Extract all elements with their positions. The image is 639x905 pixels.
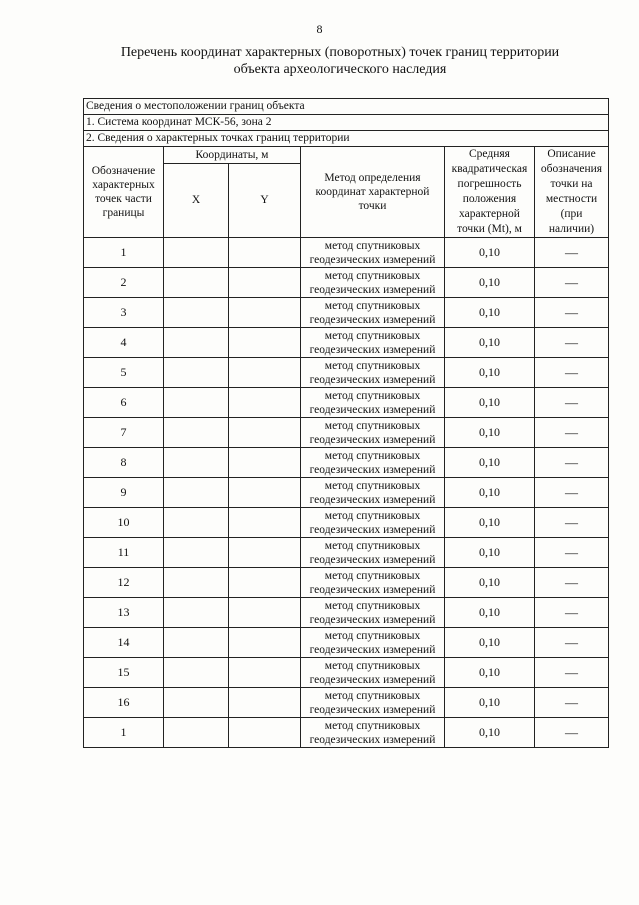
table-row — [84, 628, 609, 658]
method-cell — [301, 268, 445, 298]
coord-x — [164, 388, 229, 418]
method-line-2: геодезических измерений — [309, 643, 436, 656]
description-value: — — [535, 538, 609, 568]
point-number: 6 — [84, 388, 164, 418]
method-cell — [301, 568, 445, 598]
method-cell — [301, 538, 445, 568]
method-line-2: геодезических измерений — [309, 493, 436, 506]
coord-y — [229, 298, 301, 328]
description-value: — — [535, 268, 609, 298]
accuracy-value: 0,10 — [445, 298, 535, 328]
coord-y — [229, 388, 301, 418]
coordinates-table — [83, 98, 609, 748]
title-line-2: объекта археологического наследия — [233, 62, 447, 77]
coord-y — [229, 358, 301, 388]
description-value: — — [535, 628, 609, 658]
coord-x — [164, 718, 229, 748]
header-description: Описание обозначения точки на местности (при наличии) — [535, 147, 609, 238]
coord-y — [229, 508, 301, 538]
accuracy-value: 0,10 — [445, 448, 535, 478]
coord-x — [164, 508, 229, 538]
point-number: 2 — [84, 268, 164, 298]
coord-y — [229, 568, 301, 598]
method-line-1: метод спутниковых — [324, 659, 421, 672]
coord-y — [229, 328, 301, 358]
table-row — [84, 538, 609, 568]
method-line-1: метод спутниковых — [324, 479, 421, 492]
description-value: — — [535, 418, 609, 448]
coord-x — [164, 538, 229, 568]
method-line-2: геодезических измерений — [309, 253, 436, 266]
method-line-2: геодезических измерений — [309, 403, 436, 416]
header-row-top — [84, 147, 609, 164]
method-cell — [301, 448, 445, 478]
method-line-1: метод спутниковых — [324, 449, 421, 462]
point-number: 16 — [84, 688, 164, 718]
method-line-1: метод спутниковых — [324, 689, 421, 702]
section-heading: Сведения о местоположении границ объекта — [84, 99, 609, 115]
accuracy-value: 0,10 — [445, 658, 535, 688]
coord-x — [164, 688, 229, 718]
method-cell — [301, 298, 445, 328]
point-number: 9 — [84, 478, 164, 508]
accuracy-value: 0,10 — [445, 508, 535, 538]
method-line-2: геодезических измерений — [309, 733, 436, 746]
method-cell — [301, 358, 445, 388]
coord-y — [229, 628, 301, 658]
coord-y — [229, 598, 301, 628]
coord-x — [164, 328, 229, 358]
method-line-1: метод спутниковых — [324, 629, 421, 642]
method-cell — [301, 328, 445, 358]
point-number: 5 — [84, 358, 164, 388]
coord-x — [164, 358, 229, 388]
method-line-2: геодезических измерений — [309, 463, 436, 476]
description-value: — — [535, 688, 609, 718]
accuracy-value: 0,10 — [445, 388, 535, 418]
points-heading: 2. Сведения о характерных точках границ территории — [84, 131, 609, 147]
description-value: — — [535, 598, 609, 628]
section-heading-row — [84, 99, 609, 115]
title-line-1: Перечень координат характерных (поворотных) точек границ территории — [120, 45, 560, 60]
accuracy-value: 0,10 — [445, 478, 535, 508]
point-number: 7 — [84, 418, 164, 448]
table-row — [84, 568, 609, 598]
header-method: Метод определения координат характерной точки — [301, 147, 445, 238]
accuracy-value: 0,10 — [445, 538, 535, 568]
accuracy-value: 0,10 — [445, 568, 535, 598]
method-cell — [301, 478, 445, 508]
coord-x — [164, 298, 229, 328]
point-number: 1 — [84, 238, 164, 268]
method-line-2: геодезических измерений — [309, 373, 436, 386]
coord-x — [164, 658, 229, 688]
coord-y — [229, 718, 301, 748]
coord-y — [229, 478, 301, 508]
coord-y — [229, 268, 301, 298]
table-row — [84, 418, 609, 448]
method-line-2: геодезических измерений — [309, 313, 436, 326]
method-line-1: метод спутниковых — [324, 389, 421, 402]
coord-y — [229, 448, 301, 478]
point-number: 3 — [84, 298, 164, 328]
method-line-1: метод спутниковых — [324, 239, 421, 252]
method-line-1: метод спутниковых — [324, 299, 421, 312]
coord-x — [164, 238, 229, 268]
method-line-2: геодезических измерений — [309, 343, 436, 356]
accuracy-value: 0,10 — [445, 268, 535, 298]
coord-y — [229, 688, 301, 718]
description-value: — — [535, 298, 609, 328]
method-cell — [301, 688, 445, 718]
table-row — [84, 328, 609, 358]
coord-x — [164, 268, 229, 298]
method-line-1: метод спутниковых — [324, 719, 421, 732]
description-value: — — [535, 448, 609, 478]
table-row — [84, 298, 609, 328]
table-row — [84, 448, 609, 478]
method-line-2: геодезических измерений — [309, 523, 436, 536]
header-designation: Обозначение характерных точек части границы — [84, 147, 164, 238]
description-value: — — [535, 358, 609, 388]
coord-y — [229, 538, 301, 568]
method-line-1: метод спутниковых — [324, 329, 421, 342]
point-number: 15 — [84, 658, 164, 688]
method-cell — [301, 238, 445, 268]
description-value: — — [535, 508, 609, 538]
accuracy-value: 0,10 — [445, 328, 535, 358]
table-row — [84, 238, 609, 268]
table-body — [84, 99, 609, 238]
header-x: X — [164, 163, 229, 237]
method-line-2: геодезических измерений — [309, 703, 436, 716]
point-number: 12 — [84, 568, 164, 598]
coord-x — [164, 628, 229, 658]
method-line-1: метод спутниковых — [324, 509, 421, 522]
description-value: — — [535, 718, 609, 748]
method-cell — [301, 658, 445, 688]
method-cell — [301, 418, 445, 448]
accuracy-value: 0,10 — [445, 718, 535, 748]
method-cell — [301, 628, 445, 658]
coord-y — [229, 238, 301, 268]
table-row — [84, 718, 609, 748]
points-heading-row — [84, 131, 609, 147]
coord-x — [164, 448, 229, 478]
table-row — [84, 388, 609, 418]
method-line-1: метод спутниковых — [324, 569, 421, 582]
method-line-2: геодезических измерений — [309, 283, 436, 296]
accuracy-value: 0,10 — [445, 628, 535, 658]
accuracy-value: 0,10 — [445, 688, 535, 718]
method-line-1: метод спутниковых — [324, 419, 421, 432]
header-coordinates: Координаты, м — [164, 147, 301, 164]
method-line-1: метод спутниковых — [324, 599, 421, 612]
table-row — [84, 478, 609, 508]
point-number: 1 — [84, 718, 164, 748]
method-line-2: геодезических измерений — [309, 553, 436, 566]
header-y: Y — [229, 163, 301, 237]
description-value: — — [535, 328, 609, 358]
method-cell — [301, 718, 445, 748]
point-number: 14 — [84, 628, 164, 658]
method-line-1: метод спутниковых — [324, 359, 421, 372]
data-rows — [84, 238, 609, 748]
coord-x — [164, 478, 229, 508]
method-line-1: метод спутниковых — [324, 269, 421, 282]
method-cell — [301, 508, 445, 538]
method-line-2: геодезических измерений — [309, 433, 436, 446]
header-accuracy: Средняя квадратическая погрешность положения характерной точки (Mt), м — [445, 147, 535, 238]
coordinate-system-row — [84, 115, 609, 131]
page-number: 8 — [316, 22, 323, 36]
method-cell — [301, 598, 445, 628]
table-row — [84, 358, 609, 388]
document-title — [70, 44, 610, 78]
method-line-1: метод спутниковых — [324, 539, 421, 552]
point-number: 13 — [84, 598, 164, 628]
method-line-2: геодезических измерений — [309, 583, 436, 596]
point-number: 11 — [84, 538, 164, 568]
table-row — [84, 598, 609, 628]
point-number: 10 — [84, 508, 164, 538]
table-row — [84, 688, 609, 718]
coord-x — [164, 568, 229, 598]
table-row — [84, 658, 609, 688]
description-value: — — [535, 568, 609, 598]
description-value: — — [535, 478, 609, 508]
description-value: — — [535, 238, 609, 268]
coord-x — [164, 598, 229, 628]
coord-y — [229, 658, 301, 688]
point-number: 8 — [84, 448, 164, 478]
description-value: — — [535, 658, 609, 688]
method-line-2: геодезических измерений — [309, 673, 436, 686]
coord-x — [164, 418, 229, 448]
method-cell — [301, 388, 445, 418]
coordinate-system: 1. Система координат МСК-56, зона 2 — [84, 115, 609, 131]
accuracy-value: 0,10 — [445, 238, 535, 268]
accuracy-value: 0,10 — [445, 418, 535, 448]
coord-y — [229, 418, 301, 448]
point-number: 4 — [84, 328, 164, 358]
accuracy-value: 0,10 — [445, 598, 535, 628]
table-row — [84, 268, 609, 298]
method-line-2: геодезических измерений — [309, 613, 436, 626]
table-row — [84, 508, 609, 538]
description-value: — — [535, 388, 609, 418]
accuracy-value: 0,10 — [445, 358, 535, 388]
